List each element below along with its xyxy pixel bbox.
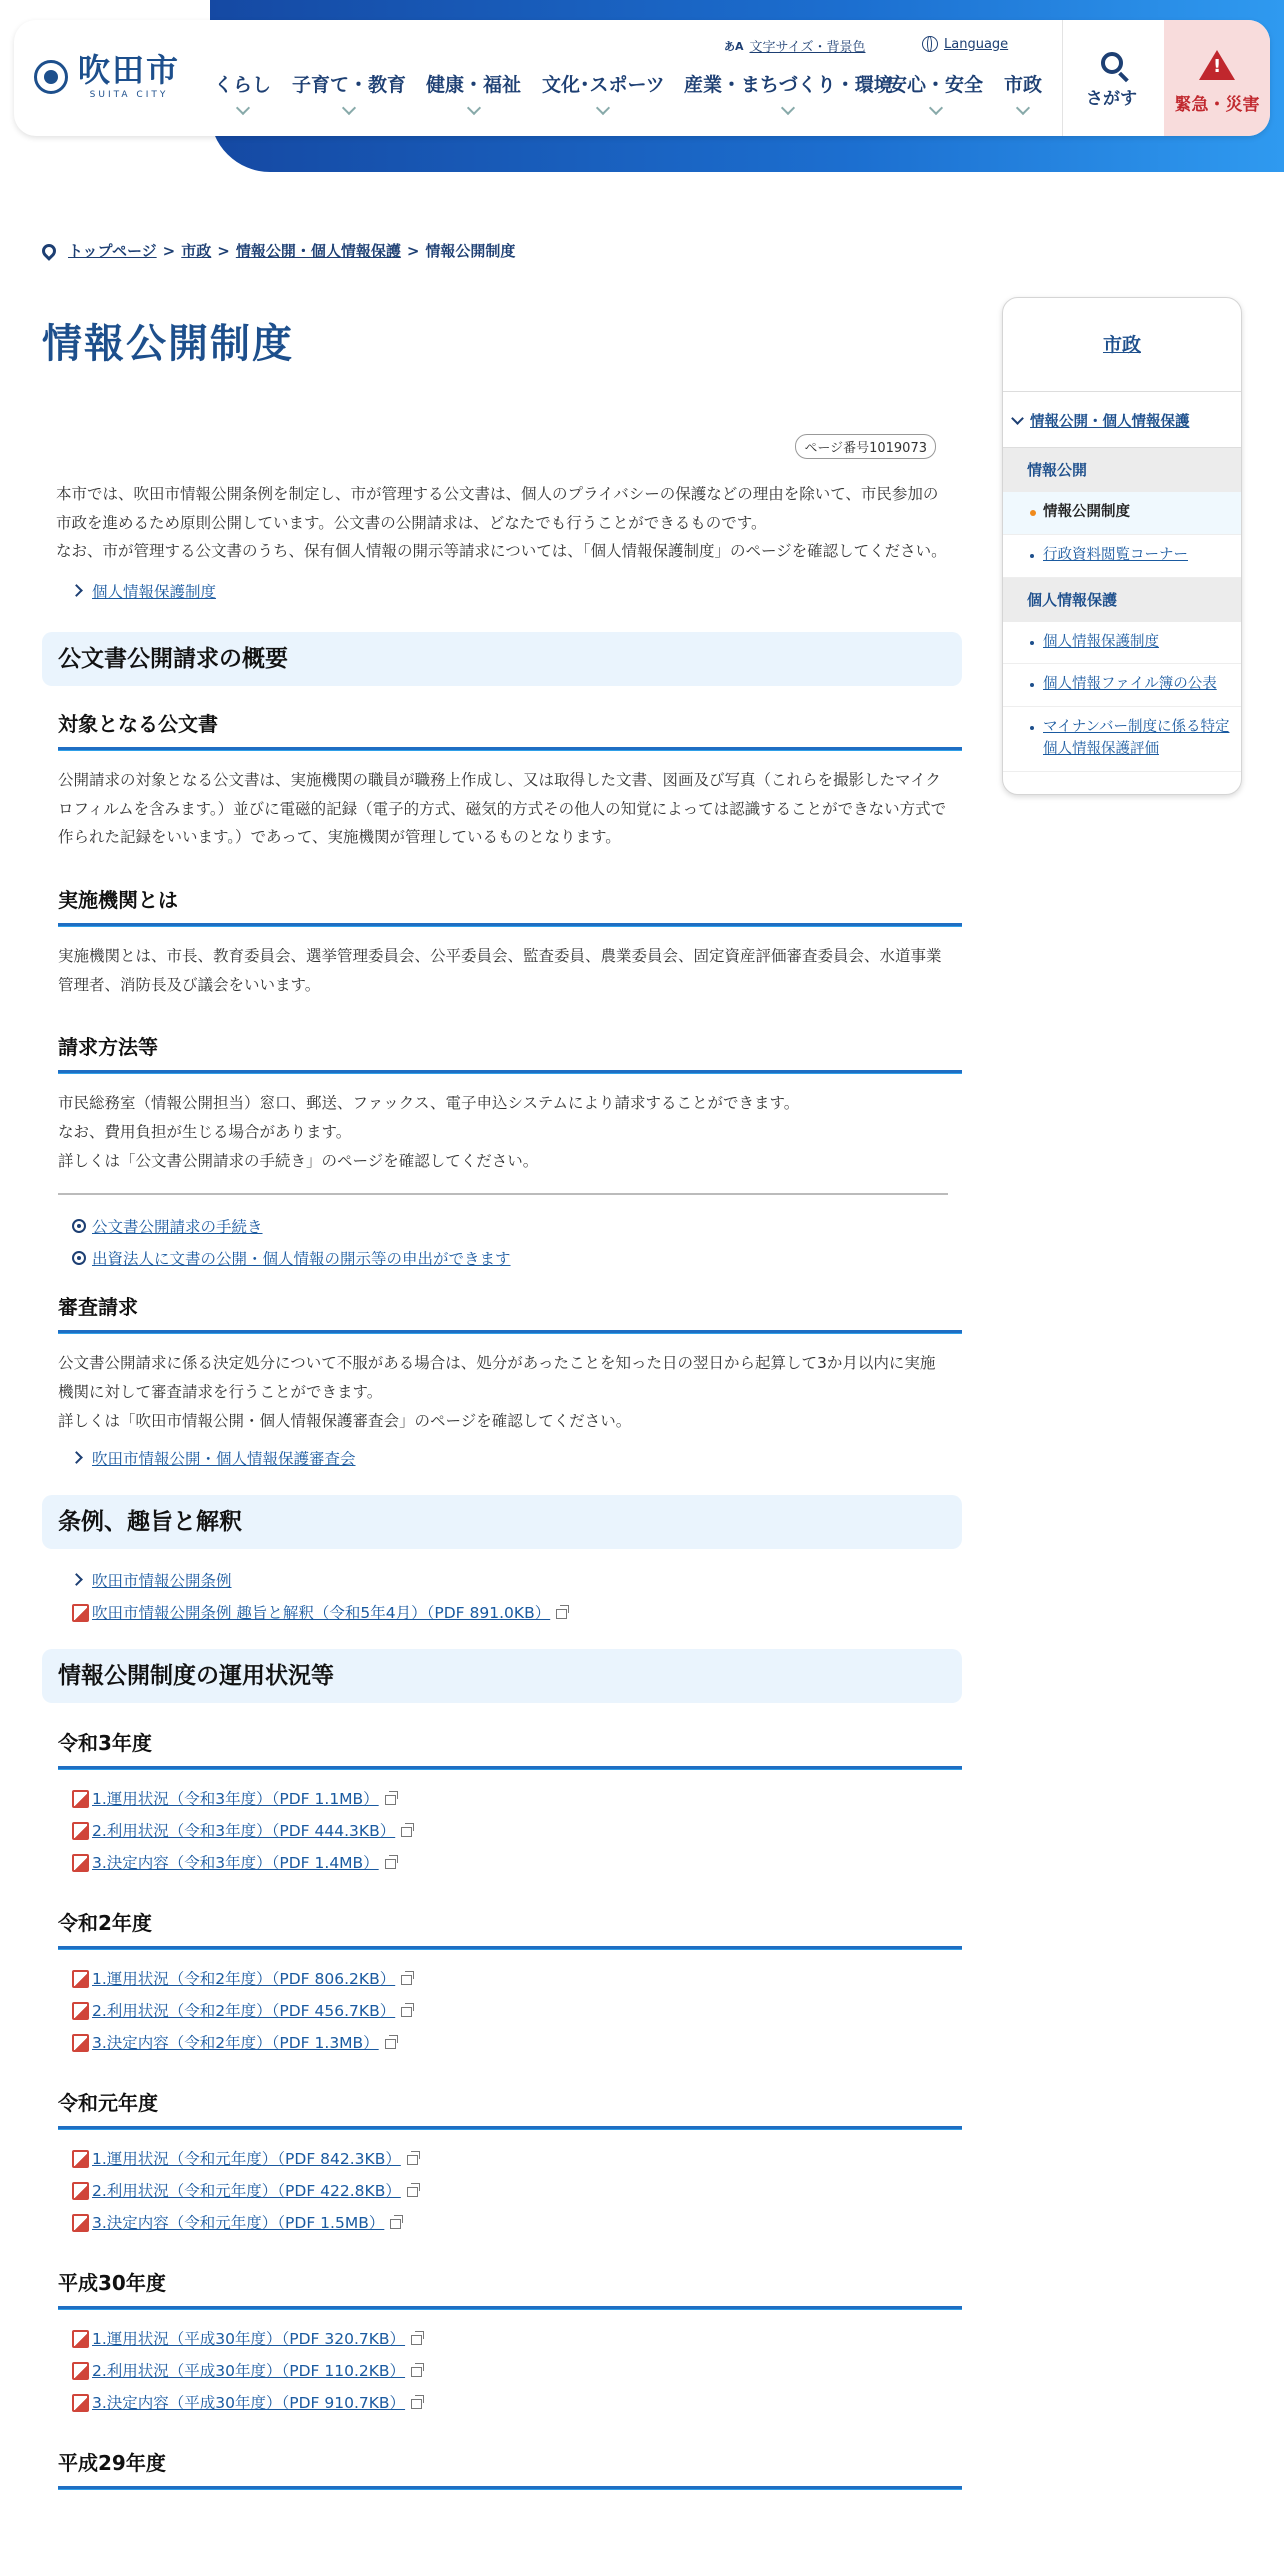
- year-heading: 平成29年度: [58, 2447, 962, 2489]
- year-heading: 令和3年度: [58, 1727, 962, 1769]
- pdf-link[interactable]: 3.決定内容（令和元年度）（PDF 1.5MB）: [92, 2214, 385, 2233]
- list-item: [72, 2147, 962, 2169]
- pdf-link[interactable]: 1.運用状況（令和3年度）（PDF 1.1MB）: [92, 1790, 379, 1809]
- emergency-button[interactable]: [1164, 20, 1270, 136]
- page-title: 情報公開制度: [42, 321, 294, 367]
- gnav-kurashi[interactable]: くらし: [214, 70, 271, 113]
- sidebar-category: 個人情報保護: [1003, 578, 1241, 622]
- pdf-link[interactable]: 2.利用状況（平成30年度）（PDF 110.2KB）: [92, 2362, 406, 2381]
- intro-paragraph: なお、市が管理する公文書のうち、保有個人情報の開示等請求については、「個人情報保護制度」のページを確認してください。: [56, 542, 947, 561]
- warning-icon: [1199, 50, 1235, 80]
- external-window-icon: [556, 1609, 567, 1619]
- subsection-heading: 実施機関とは: [58, 884, 962, 926]
- page-number-badge: ページ番号1019073: [795, 434, 936, 459]
- sidebar-section-link[interactable]: 情報公開・個人情報保護: [1030, 414, 1190, 430]
- sidebar-item: [1003, 535, 1241, 578]
- body-text: 実施機関とは、市長、教育委員会、選挙管理委員会、公平委員会、監査委員、農業委員会、固定資産評価審査委員会、水道事業管理者、消防長及び議会をいいます。: [58, 947, 942, 994]
- search-icon: [1101, 52, 1123, 74]
- sidebar-top: [1003, 298, 1241, 392]
- list-item: [72, 2391, 962, 2413]
- logo-name: 吹田市: [78, 51, 181, 89]
- list-item: [72, 2179, 962, 2201]
- subsection-heading: 審査請求: [58, 1291, 962, 1333]
- request-procedure-link[interactable]: 公文書公開請求の手続き: [92, 1218, 263, 1237]
- gnav-anshin[interactable]: 安心・安全: [888, 70, 983, 113]
- gnav-sangyo[interactable]: 産業・まちづくり・環境: [684, 70, 893, 113]
- list-item: [72, 2211, 962, 2233]
- pdf-link[interactable]: 3.決定内容（平成30年度）（PDF 910.7KB）: [92, 2394, 406, 2413]
- list-item: [72, 1215, 962, 1237]
- breadcrumb-link[interactable]: 情報公開・個人情報保護: [235, 242, 401, 260]
- gnav-kosodate[interactable]: 子育て・教育: [292, 70, 406, 113]
- gnav-bunka[interactable]: 文化･スポーツ: [542, 70, 665, 113]
- divider: [58, 1193, 948, 1195]
- pdf-link[interactable]: 1.運用状況（令和2年度）（PDF 806.2KB）: [92, 1970, 396, 1989]
- body-text: 市民総務室（情報公開担当）窓口、郵送、ファックス、電子申込システムにより請求することができます。 なお、費用負担が生じる場合があります。 詳しくは「公文書公開請求の手続き」のページを確認してください。: [58, 1094, 800, 1170]
- chevron-down-icon: [596, 101, 610, 115]
- breadcrumb-separator: >: [406, 241, 420, 260]
- sidebar: [1002, 297, 1242, 795]
- chevron-down-icon: [235, 101, 249, 115]
- pdf-link[interactable]: 吹田市情報公開条例 趣旨と解釈（令和5年4月）（PDF 891.0KB）: [92, 1604, 551, 1623]
- pdf-link[interactable]: 3.決定内容（令和2年度）（PDF 1.3MB）: [92, 2034, 379, 2053]
- language-setting[interactable]: [922, 36, 1008, 52]
- external-window-icon: [407, 2187, 418, 2197]
- list-item: [72, 1447, 962, 1469]
- list-item: [72, 1787, 962, 1809]
- section-heading: 公文書公開請求の概要: [42, 632, 962, 686]
- affiliated-corp-link[interactable]: 出資法人に文書の公開・個人情報の開示等の申出ができます: [92, 1250, 511, 1269]
- font-size-setting[interactable]: [724, 36, 865, 55]
- sidebar-item-current: 情報公開制度: [1003, 492, 1241, 535]
- section-heading: 条例、趣旨と解釈: [42, 1495, 962, 1549]
- section-heading: 情報公開制度の運用状況等: [42, 1649, 962, 1703]
- gnav-shisei[interactable]: 市政: [1004, 70, 1042, 113]
- sidebar-item: [1003, 707, 1241, 772]
- list-item: [72, 2359, 962, 2381]
- chevron-down-icon: [342, 101, 356, 115]
- sidebar-item-link[interactable]: 個人情報保護制度: [1043, 633, 1159, 650]
- sidebar-item-link[interactable]: 行政資料閲覧コーナー: [1043, 546, 1188, 563]
- body-text: 公文書公開請求に係る決定処分について不服がある場合は、処分があったことを知った日の翌日から起算して3か月以内に実施機関に対して審査請求を行うことができます。 詳しくは「吹田市情報公開・個人情報保護審査会」のページを確認してください。: [58, 1354, 936, 1430]
- external-window-icon: [411, 2335, 422, 2345]
- list-item: [72, 1569, 962, 1591]
- city-emblem-icon: [34, 60, 68, 94]
- external-window-icon: [407, 2155, 418, 2165]
- link-list: [42, 1447, 962, 1469]
- pdf-link[interactable]: 2.利用状況（令和2年度）（PDF 456.7KB）: [92, 2002, 396, 2021]
- chevron-down-icon: [1011, 412, 1024, 425]
- ordinance-link[interactable]: 吹田市情報公開条例: [92, 1572, 232, 1591]
- pdf-link[interactable]: 3.決定内容（令和3年度）（PDF 1.4MB）: [92, 1854, 379, 1873]
- sidebar-item-link[interactable]: マイナンバー制度に係る特定個人情報保護評価: [1043, 719, 1230, 757]
- privacy-system-link[interactable]: 個人情報保護制度: [92, 583, 217, 602]
- gnav-kenko[interactable]: 健康・福祉: [426, 70, 521, 113]
- site-logo[interactable]: [34, 51, 181, 100]
- emergency-label: 緊急・災害: [1174, 95, 1260, 115]
- link-list: [42, 1569, 962, 1623]
- breadcrumb: [42, 240, 515, 261]
- external-window-icon: [401, 1827, 412, 1837]
- link-list: [42, 2327, 962, 2413]
- sidebar-category: 情報公開: [1003, 448, 1241, 492]
- year-heading: 令和2年度: [58, 1907, 962, 1949]
- external-window-icon: [411, 2399, 422, 2409]
- sidebar-item-link[interactable]: 個人情報ファイル簿の公表: [1043, 676, 1217, 693]
- body-text: 公開請求の対象となる公文書は、実施機関の職員が職務上作成し、又は取得した文書、図画及び写真（これらを撮影したマイクロフィルムを含みます。）並びに電磁的記録（電子的方式、磁気的方式その他人の知覚によっては認識することができない方式で作られた記録をいいます。）であって、実施機関が管理しているものとなります。: [58, 771, 947, 847]
- intro-text: [42, 480, 962, 566]
- intro-paragraph: 本市では、吹田市情報公開条例を制定し、市が管理する公文書は、個人のプライバシーの保護などの理由を除いて、市民参加の市政を進めるため原則公開しています。公文書の公開請求は、どなたでも行うことができるものです。: [56, 485, 939, 532]
- year-list: [42, 1727, 962, 2489]
- link-list: [42, 580, 962, 602]
- search-button[interactable]: [1062, 20, 1160, 136]
- list-item: [72, 1967, 962, 1989]
- breadcrumb-separator: >: [217, 241, 230, 260]
- search-label: さがす: [1086, 89, 1137, 109]
- external-window-icon: [390, 2219, 401, 2229]
- pdf-link[interactable]: 2.利用状況（令和3年度）（PDF 444.3KB）: [92, 1822, 396, 1841]
- list-item: [72, 2031, 962, 2053]
- list-item: [72, 1819, 962, 1841]
- logo-sub: SUITA CITY: [89, 90, 169, 100]
- list-item: [72, 1247, 962, 1269]
- sidebar-section[interactable]: [1003, 392, 1241, 448]
- location-pin-icon: [39, 241, 59, 261]
- subsection-heading: 対象となる公文書: [58, 708, 962, 750]
- link-list: [42, 1967, 962, 2053]
- year-heading: 平成30年度: [58, 2267, 962, 2309]
- external-window-icon: [385, 2039, 396, 2049]
- breadcrumb-link[interactable]: 市政: [181, 242, 212, 260]
- font-size-link[interactable]: 文字サイズ・背景色: [749, 40, 866, 55]
- external-window-icon: [385, 1859, 396, 1869]
- review-board-link[interactable]: 吹田市情報公開・個人情報保護審査会: [92, 1450, 356, 1469]
- external-window-icon: [385, 1795, 396, 1805]
- breadcrumb-separator: >: [162, 241, 176, 260]
- chevron-down-icon: [781, 101, 795, 115]
- breadcrumb-current: 情報公開制度: [425, 242, 516, 260]
- language-link[interactable]: Language: [944, 36, 1009, 52]
- pdf-link[interactable]: 2.利用状況（令和元年度）（PDF 422.8KB）: [92, 2182, 401, 2201]
- chevron-down-icon: [466, 101, 480, 115]
- main-content: [42, 320, 962, 2489]
- list-item: [72, 2327, 962, 2349]
- year-heading: 令和元年度: [58, 2087, 962, 2129]
- chevron-down-icon: [1016, 101, 1030, 115]
- list-item: [72, 580, 962, 602]
- list-item: [72, 1851, 962, 1873]
- pdf-link[interactable]: 1.運用状況（令和元年度）（PDF 842.3KB）: [92, 2150, 401, 2169]
- list-item: [72, 1601, 962, 1623]
- chevron-down-icon: [928, 101, 942, 115]
- globe-icon: [922, 36, 938, 52]
- link-list: [42, 1215, 962, 1269]
- external-window-icon: [401, 1975, 412, 1985]
- sidebar-top-link[interactable]: 市政: [1102, 334, 1141, 356]
- link-list: [42, 1787, 962, 1873]
- list-item: [72, 1999, 962, 2021]
- sidebar-item: [1003, 622, 1241, 665]
- font-size-icon: あA: [724, 39, 744, 53]
- sidebar-item: [1003, 664, 1241, 707]
- external-window-icon: [401, 2007, 412, 2017]
- external-window-icon: [411, 2367, 422, 2377]
- subsection-heading: 請求方法等: [58, 1031, 962, 1073]
- link-list: [42, 2147, 962, 2233]
- breadcrumb-link[interactable]: トップページ: [68, 242, 157, 260]
- pdf-link[interactable]: 1.運用状況（平成30年度）（PDF 320.7KB）: [92, 2330, 406, 2349]
